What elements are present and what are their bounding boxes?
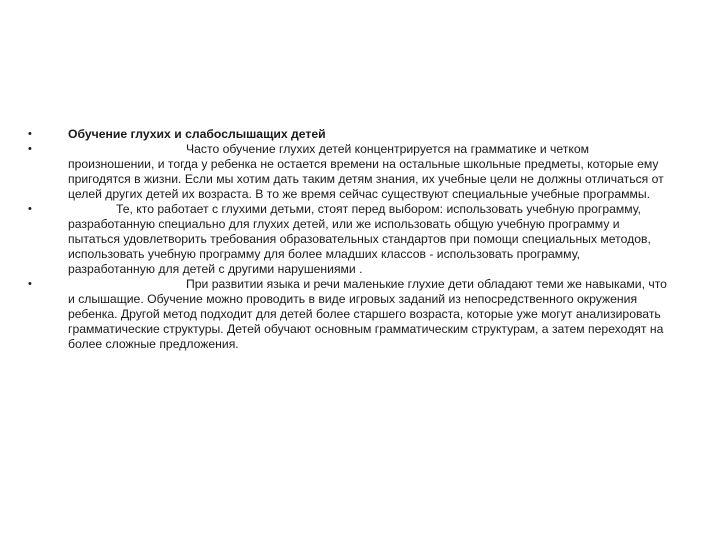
paragraph-2-rest: программу, разработанную специально для глухих детей, или же использовать общую учебную программу и пытаться удовлетворить требования образовательных стандартов при помощи специальных методов, использовать учебную программу для более младших классов - использовать программу, разработанную для детей с другими нарушениями . <box>68 202 655 276</box>
paragraph-1 <box>68 142 668 202</box>
paragraph-3-first-line: При развитии языка и речи маленькие глухие дети обладают теми же <box>186 277 582 291</box>
paragraph-2 <box>68 202 668 277</box>
paragraph-2-first-line: Те, кто работает с глухими детьми, стоят перед выбором: использовать учебную <box>116 202 575 216</box>
slide-content <box>28 127 671 352</box>
bullet-marker: • <box>28 278 32 290</box>
bullet-marker: • <box>28 128 32 140</box>
bullet-marker: • <box>28 143 32 155</box>
bullet-marker: • <box>28 203 32 215</box>
paragraph-3-rest: навыками, что и слышащие. Обучение можно проводить в виде игровых заданий из непосредственного окружения ребенка. Другой метод подходит для детей более старшего возраста, которые уже могут анализировать грамматические структуры. Детей обучают основным грамматическим структурам, а затем переходят на более сложные предложения. <box>68 277 671 351</box>
slide-heading: Обучение глухих и слабослышащих детей <box>68 127 326 141</box>
bullet-item-heading <box>28 127 668 142</box>
bullet-item-paragraph-3 <box>28 277 671 352</box>
bullet-item-paragraph-1 <box>28 142 668 202</box>
paragraph-3 <box>68 277 671 352</box>
paragraph-1-rest: произношении, и тогда у ребенка не остается времени на остальные школьные предметы, которые ему пригодятся в жизни. Если мы хотим дать таким детям знания, их учебные цели не должны отличаться от целей других детей их возраста. В то же время сейчас существуют специальные учебные программы. <box>68 157 668 201</box>
paragraph-1-first-line: Часто обучение глухих детей концентрируется на грамматике и четком <box>186 142 589 156</box>
bullet-item-paragraph-2 <box>28 202 668 277</box>
